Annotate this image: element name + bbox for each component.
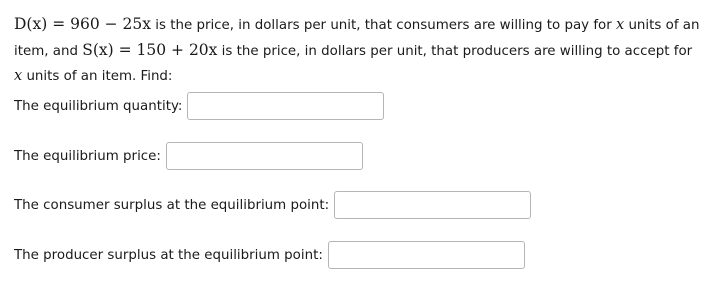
variable-x: x xyxy=(14,68,23,84)
equilibrium-price-row xyxy=(14,142,363,170)
problem-statement xyxy=(14,12,704,89)
producer-surplus-row xyxy=(14,241,525,269)
equilibrium-quantity-row xyxy=(14,92,384,120)
equilibrium-price-input[interactable] xyxy=(166,142,363,170)
equilibrium-price-label: The equilibrium price: xyxy=(14,148,161,164)
demand-function: D(x) = 960 − 25x xyxy=(14,15,151,33)
consumer-surplus-row xyxy=(14,191,531,219)
producer-surplus-label: The producer surplus at the equilibrium point: xyxy=(14,247,323,263)
equilibrium-quantity-input[interactable] xyxy=(187,92,384,120)
producer-surplus-input[interactable] xyxy=(328,241,525,269)
variable-x: x xyxy=(616,17,625,33)
problem-text-1: is the price, in dollars per unit, that consumers are willing to pay for xyxy=(151,18,616,33)
problem-text-3: is the price, in dollars per unit, that producers are willing to accept for xyxy=(217,44,693,59)
consumer-surplus-input[interactable] xyxy=(334,191,531,219)
problem-text-4: units of an item. Find: xyxy=(22,69,173,84)
equilibrium-quantity-label: The equilibrium quantity: xyxy=(14,98,183,114)
consumer-surplus-label: The consumer surplus at the equilibrium point: xyxy=(14,197,330,213)
supply-function: S(x) = 150 + 20x xyxy=(82,41,218,59)
problem-text-2: units of an item, and xyxy=(14,18,700,59)
